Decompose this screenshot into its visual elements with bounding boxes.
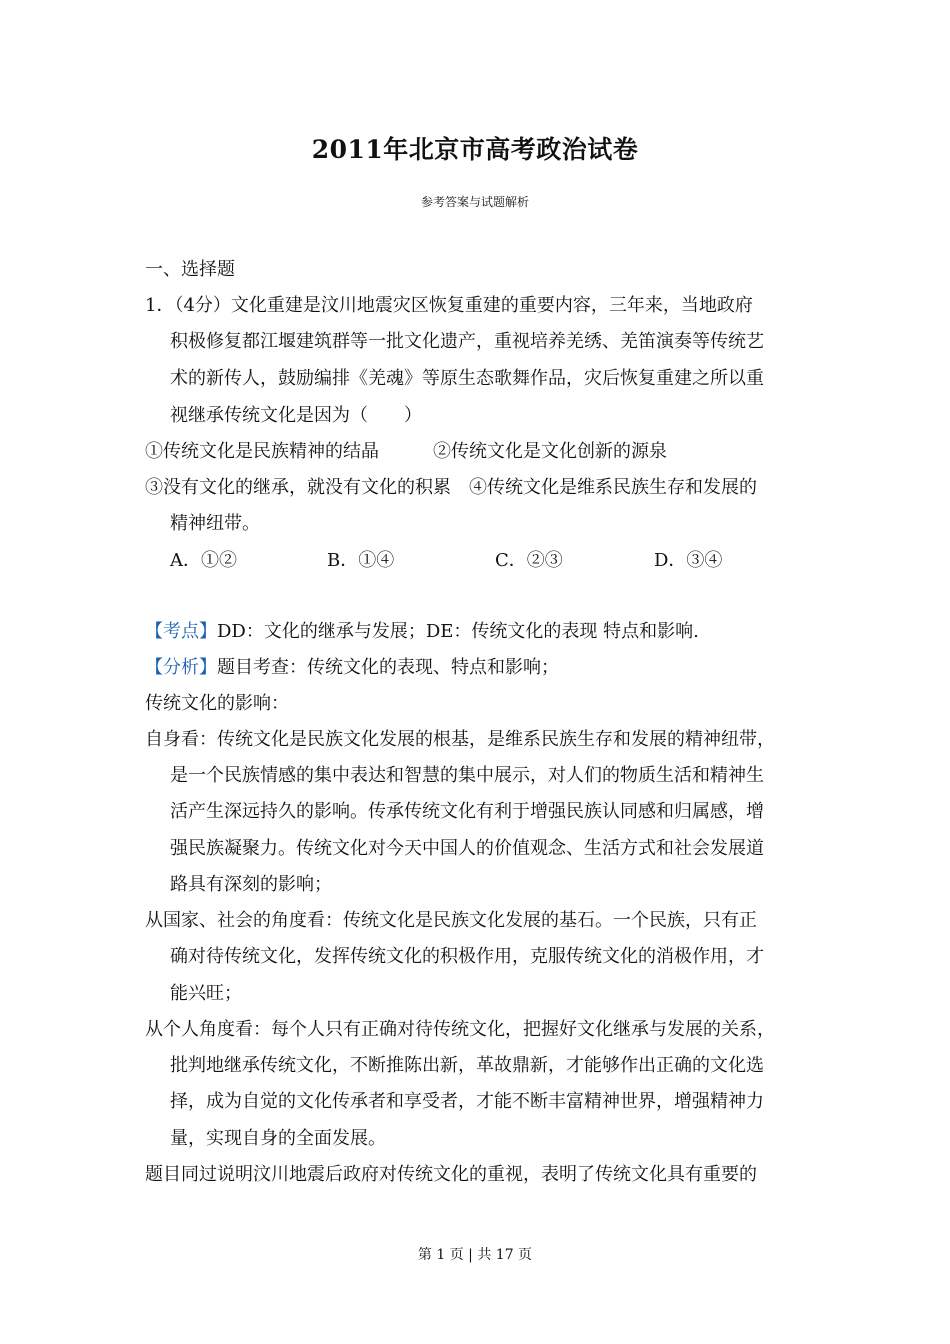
- fenxi-line: [145, 655, 559, 681]
- statement-line: ③没有文化的继承，就没有文化的积累 ④传统文化是维系民族生存和发展的: [145, 477, 757, 498]
- analysis-line: 路具有深刻的影响；: [170, 874, 332, 895]
- analysis-line: 传统文化的影响：: [145, 693, 289, 714]
- section-heading: 一、选择题: [145, 259, 235, 280]
- statement-line: ①传统文化是民族精神的结晶 ②传统文化是文化创新的源泉: [145, 441, 667, 462]
- analysis-line: 确对待传统文化，发挥传统文化的积极作用，克服传统文化的消极作用，才: [170, 946, 764, 967]
- option-c: C．②③: [495, 550, 563, 571]
- analysis-line: 从个人角度看：每个人只有正确对待传统文化，把握好文化继承与发展的关系，: [145, 1019, 775, 1040]
- question-line: 视继承传统文化是因为（ ）: [170, 405, 422, 426]
- fenxi-tag: 【分析】: [145, 657, 217, 678]
- analysis-line: 能兴旺；: [170, 983, 242, 1004]
- kaodian-tag: 【考点】: [145, 621, 217, 642]
- analysis-line: 择，成为自觉的文化传承者和享受者，才能不断丰富精神世界，增强精神力: [170, 1091, 764, 1112]
- analysis-line: 题目同过说明汶川地震后政府对传统文化的重视，表明了传统文化具有重要的: [145, 1164, 757, 1185]
- kaodian-line: [145, 619, 699, 645]
- analysis-line: 批判地继承传统文化，不断推陈出新，革故鼎新，才能够作出正确的文化选: [170, 1055, 764, 1076]
- page-title: 2011年北京市高考政治试卷: [311, 135, 639, 164]
- analysis-line: 是一个民族情感的集中表达和智慧的集中展示，对人们的物质生活和精神生: [170, 765, 764, 786]
- kaodian-text: DD：文化的继承与发展；DE：传统文化的表现 特点和影响.: [217, 621, 699, 642]
- analysis-line: 从国家、社会的角度看：传统文化是民族文化发展的基石。一个民族，只有正: [145, 910, 757, 931]
- option-b: B．①④: [327, 550, 395, 571]
- option-a: A．①②: [170, 550, 237, 571]
- page-subtitle: 参考答案与试题解析: [420, 195, 529, 209]
- analysis-line: 自身看：传统文化是民族文化发展的根基，是维系民族生存和发展的精神纽带，: [145, 729, 775, 750]
- analysis-line: 强民族凝聚力。传统文化对今天中国人的价值观念、生活方式和社会发展道: [170, 838, 764, 859]
- statement-line: 精神纽带。: [170, 513, 260, 534]
- option-d: D．③④: [654, 550, 723, 571]
- page-footer: 第 1 页 | 共 17 页: [417, 1247, 533, 1263]
- fenxi-text: 题目考查：传统文化的表现、特点和影响；: [217, 657, 559, 678]
- question-line: 积极修复都江堰建筑群等一批文化遗产，重视培养羌绣、羌笛演奏等传统艺: [170, 331, 764, 352]
- analysis-line: 活产生深远持久的影响。传承传统文化有利于增强民族认同感和归属感，增: [170, 801, 764, 822]
- analysis-line: 量，实现自身的全面发展。: [170, 1128, 386, 1149]
- question-line: 1．（4分）文化重建是汶川地震灾区恢复重建的重要内容，三年来，当地政府: [145, 295, 753, 316]
- question-line: 术的新传人，鼓励编排《羌魂》等原生态歌舞作品，灾后恢复重建之所以重: [170, 368, 764, 389]
